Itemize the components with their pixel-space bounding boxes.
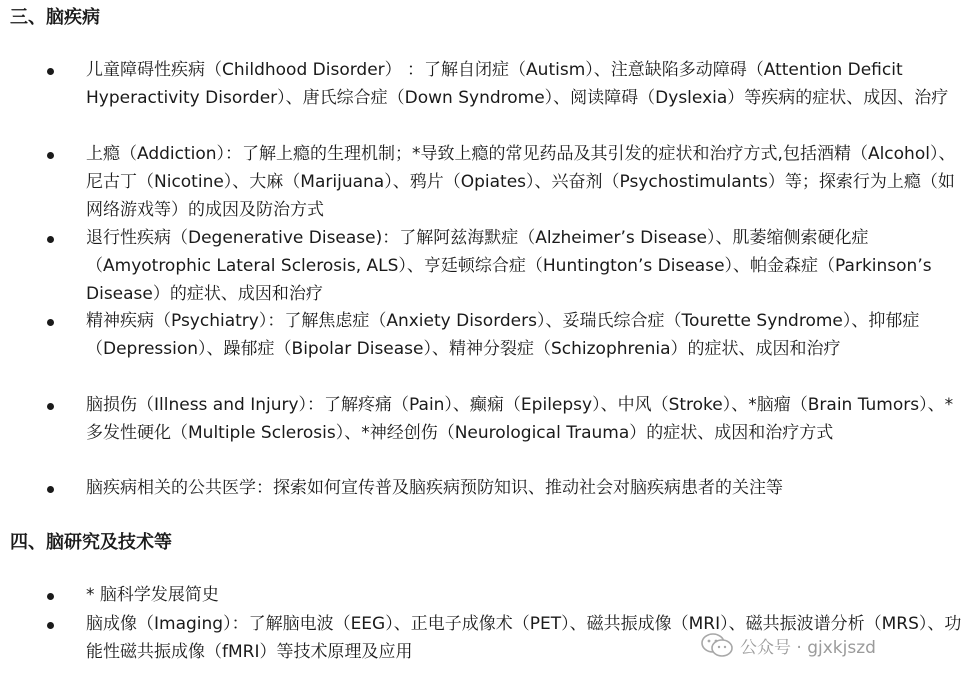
list-item-text: 儿童障碍性疾病（Childhood Disorder） ：了解自闭症（Autism）、注意缺陷多动障碍（Attention Deficit Hyperactivity Disorder）、唐氏综合症（Down Syndrome）、阅读障碍（Dyslexia）等疾病的症状、成因、治疗 xyxy=(86,60,949,108)
watermark-text: 公众号 · gjxkjszd xyxy=(740,637,876,658)
wechat-logo-icon xyxy=(700,632,734,658)
list-item-text: 上瘾（Addiction）：了解上瘾的生理机制；*导致上瘾的常见药品及其引发的症状和治疗方式,包括酒精（Alcohol）、尼古丁（Nicotine）、大麻（Marijuana）、鸦片（Opiates）、兴奋剂（Psychostimulants）等；探索行为上瘾（如网络游戏等）的成因及防治方式 xyxy=(86,144,956,220)
list-item-text: 脑疾病相关的公共医学：探索如何宣传普及脑疾病预防知识、推动社会对脑疾病患者的关注等 xyxy=(86,478,783,498)
list-item-text: 退行性疾病（Degenerative Disease)：了解阿兹海默症（Alzheimer’s Disease）、肌萎缩侧索硬化症（Amyotrophic Lateral Sclerosis, ALS）、亨廷顿综合症（Huntington’s Disease）、帕金森症（Parkinson’s Disease）的症状、成因和治疗 xyxy=(86,228,932,304)
list-item-text: 精神疾病（Psychiatry）：了解焦虑症（Anxiety Disorders）、妥瑞氏综合症（Tourette Syndrome）、抑郁症（Depression）、躁郁症（Bipolar Disease）、精神分裂症（Schizophrenia）的症状、成因和治疗 xyxy=(86,311,920,359)
wechat-watermark xyxy=(700,630,876,660)
bullet-icon xyxy=(47,68,54,75)
list-item-text: 脑损伤（Illness and Injury）：了解疼痛（Pain）、癫痫（Epilepsy）、中风（Stroke）、*脑瘤（Brain Tumors）、*多发性硬化（Multiple Sclerosis）、*神经创伤（Neurological Trauma）的症状、成因和治疗方式 xyxy=(86,395,954,443)
list-item-text: 脑成像（Imaging）：了解脑电波（EEG）、正电子成像术（PET）、磁共振成像（MRI）、磁共振波谱分析（MRS）、功能性磁共振成像（fMRI）等技术原理及应用 xyxy=(86,614,962,662)
section-heading-brain-disease: 三、脑疾病 xyxy=(10,7,100,28)
bullet-icon xyxy=(47,593,54,600)
bullet-icon xyxy=(47,152,54,159)
bullet-icon xyxy=(47,403,54,410)
bullet-icon xyxy=(47,319,54,326)
bullet-icon xyxy=(47,236,54,243)
list-item-text: * 脑科学发展简史 xyxy=(86,585,219,605)
bullet-icon xyxy=(47,486,54,493)
section-heading-brain-research: 四、脑研究及技术等 xyxy=(10,532,172,553)
bullet-icon xyxy=(47,622,54,629)
